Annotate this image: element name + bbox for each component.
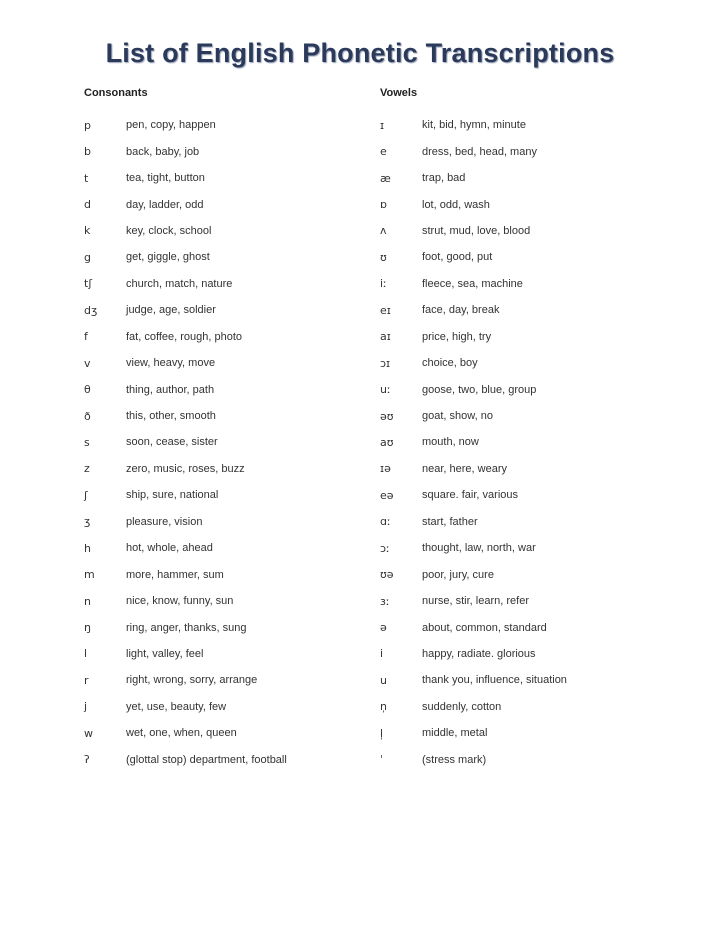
example-words: light, valley, feel — [126, 647, 204, 660]
phonetic-symbol: ɪə — [380, 462, 391, 476]
example-words: goat, show, no — [422, 410, 493, 423]
list-item — [380, 244, 680, 270]
phonetic-symbol: ð — [84, 409, 91, 423]
phonetic-symbol: ɑː — [380, 515, 391, 529]
phonetic-symbol: h — [84, 541, 91, 555]
phonetic-symbol: l̩ — [380, 726, 384, 740]
phonetic-symbol: j — [84, 700, 88, 714]
list-item — [84, 350, 374, 376]
phonetic-symbol: l — [84, 647, 88, 661]
list-item — [84, 429, 374, 455]
phonetic-symbol: aʊ — [380, 435, 394, 449]
vowels-list — [380, 112, 680, 773]
phonetic-symbol: p — [84, 118, 91, 132]
list-item — [380, 429, 680, 455]
phonetic-symbol: dʒ — [84, 303, 98, 317]
phonetic-symbol: ŋ — [84, 621, 91, 635]
list-item — [380, 191, 680, 217]
phonetic-symbol: ə — [380, 621, 387, 635]
phonetic-symbol: k — [84, 224, 91, 238]
list-item — [84, 191, 374, 217]
list-item — [84, 667, 374, 693]
phonetic-symbol: v — [84, 356, 91, 370]
list-item — [84, 535, 374, 561]
page-title: List of English Phonetic Transcriptions — [105, 38, 615, 68]
phonetic-symbol: æ — [380, 171, 391, 185]
list-item — [84, 403, 374, 429]
list-item — [84, 271, 374, 297]
example-words: face, day, break — [422, 304, 500, 317]
example-words: nice, know, funny, sun — [126, 595, 234, 608]
phonetic-symbol: s — [84, 435, 90, 449]
example-words: poor, jury, cure — [422, 568, 494, 581]
example-words: goose, two, blue, group — [422, 383, 537, 396]
phonetic-symbol: uː — [380, 383, 391, 397]
list-item — [380, 509, 680, 535]
consonants-list — [84, 112, 374, 773]
consonants-column — [84, 86, 374, 773]
list-item — [84, 456, 374, 482]
example-words: fat, coffee, rough, photo — [126, 330, 242, 343]
phonetic-symbol: n — [84, 594, 91, 608]
phonetic-symbol: ʔ — [84, 753, 90, 767]
list-item — [84, 244, 374, 270]
list-item — [84, 509, 374, 535]
example-words: trap, bad — [422, 172, 466, 185]
list-item — [380, 720, 680, 746]
example-words: pen, copy, happen — [126, 119, 216, 132]
example-words: strut, mud, love, blood — [422, 224, 531, 237]
phonetic-symbol: ʊə — [380, 568, 394, 582]
list-item — [380, 588, 680, 614]
vowels-column — [380, 86, 680, 773]
list-item — [380, 376, 680, 402]
example-words: thank you, influence, situation — [422, 674, 567, 687]
example-words: kit, bid, hymn, minute — [422, 119, 526, 132]
phonetic-symbol: ʌ — [380, 224, 387, 238]
phonetic-symbol: ɔɪ — [380, 356, 391, 370]
list-item — [84, 112, 374, 138]
example-words: hot, whole, ahead — [126, 542, 213, 555]
list-item — [380, 112, 680, 138]
example-words: fleece, sea, machine — [422, 277, 523, 290]
phonetic-symbol: aɪ — [380, 330, 391, 344]
list-item — [84, 720, 374, 746]
example-words: back, baby, job — [126, 145, 200, 158]
phonetic-symbol: t — [84, 171, 89, 185]
phonetic-symbol: əʊ — [380, 409, 394, 423]
phonetic-symbol: ɜː — [380, 594, 390, 608]
example-words: about, common, standard — [422, 621, 547, 634]
phonetic-symbol: g — [84, 250, 91, 264]
phonetic-symbol: w — [84, 726, 93, 740]
phonetic-symbol: ɔː — [380, 541, 390, 555]
list-item — [380, 482, 680, 508]
phonetic-symbol: r — [84, 673, 89, 687]
example-words: lot, odd, wash — [422, 198, 490, 211]
list-item — [380, 614, 680, 640]
list-item — [380, 218, 680, 244]
phonetic-symbol: f — [84, 330, 88, 344]
list-item — [380, 350, 680, 376]
phonetic-symbol: i — [380, 647, 384, 661]
consonants-heading: Consonants — [84, 87, 148, 99]
list-item — [84, 561, 374, 587]
example-words: soon, cease, sister — [126, 436, 218, 449]
example-words: ring, anger, thanks, sung — [126, 621, 247, 634]
phonetic-symbol: iː — [380, 277, 387, 291]
example-words: dress, bed, head, many — [422, 145, 537, 158]
example-words: square. fair, various — [422, 489, 518, 502]
example-words: wet, one, when, queen — [126, 727, 237, 740]
list-item — [84, 376, 374, 402]
list-item — [84, 138, 374, 164]
example-words: (stress mark) — [422, 753, 487, 766]
example-words: pleasure, vision — [126, 515, 203, 528]
example-words: key, clock, school — [126, 224, 212, 237]
phonetic-symbol: z — [84, 462, 90, 476]
example-words: price, high, try — [422, 330, 492, 343]
example-words: tea, tight, button — [126, 172, 205, 185]
list-item — [380, 747, 680, 773]
list-item — [380, 403, 680, 429]
example-words: ship, sure, national — [126, 489, 219, 502]
phonetic-symbol: tʃ — [84, 277, 93, 291]
example-words: thought, law, north, war — [422, 542, 536, 555]
phonetic-symbol: u — [380, 673, 387, 687]
phonetic-symbol: ʃ — [84, 488, 88, 502]
phonetic-symbol: e — [380, 145, 387, 159]
phonetic-symbol: ʒ — [84, 515, 91, 529]
example-words: right, wrong, sorry, arrange — [126, 674, 258, 687]
list-item — [380, 561, 680, 587]
list-item — [380, 297, 680, 323]
phonetic-symbol: eə — [380, 488, 394, 502]
phonetic-symbol: θ — [84, 383, 91, 397]
example-words: nurse, stir, learn, refer — [422, 595, 529, 608]
phonetic-symbol: m — [84, 568, 95, 582]
list-item — [84, 747, 374, 773]
phonetic-symbol: d — [84, 198, 91, 212]
example-words: judge, age, soldier — [126, 304, 216, 317]
phonetic-symbol: n̩ — [380, 700, 387, 714]
list-item — [380, 456, 680, 482]
example-words: middle, metal — [422, 727, 488, 740]
example-words: happy, radiate. glorious — [422, 647, 536, 660]
list-item — [380, 694, 680, 720]
example-words: suddenly, cotton — [422, 700, 502, 713]
example-words: zero, music, roses, buzz — [126, 462, 245, 475]
example-words: near, here, weary — [422, 462, 507, 475]
list-item — [380, 324, 680, 350]
phonetic-symbol: ˈ — [380, 753, 384, 767]
example-words: day, ladder, odd — [126, 198, 204, 211]
vowels-heading: Vowels — [380, 87, 418, 99]
phonetic-symbol: b — [84, 145, 91, 159]
phonetic-symbol: ɒ — [380, 198, 387, 212]
example-words: start, father — [422, 515, 478, 528]
phonetic-symbol: eɪ — [380, 303, 391, 317]
example-words: view, heavy, move — [126, 357, 216, 370]
list-item — [84, 324, 374, 350]
list-item — [380, 271, 680, 297]
example-words: this, other, smooth — [126, 410, 216, 423]
example-words: get, giggle, ghost — [126, 251, 210, 264]
list-item — [84, 694, 374, 720]
example-words: church, match, nature — [126, 277, 233, 290]
list-item — [380, 667, 680, 693]
list-item — [380, 138, 680, 164]
list-item — [84, 165, 374, 191]
list-item — [84, 482, 374, 508]
list-item — [84, 641, 374, 667]
phonetic-symbol: ʊ — [380, 250, 387, 264]
phonetic-symbol: ɪ — [380, 118, 385, 132]
list-item — [84, 614, 374, 640]
example-words: (glottal stop) department, football — [126, 753, 287, 766]
list-item — [380, 535, 680, 561]
list-item — [84, 588, 374, 614]
list-item — [380, 641, 680, 667]
example-words: mouth, now — [422, 436, 479, 449]
example-words: yet, use, beauty, few — [126, 700, 227, 713]
example-words: choice, boy — [422, 357, 478, 370]
list-item — [380, 165, 680, 191]
list-item — [84, 297, 374, 323]
list-item — [84, 218, 374, 244]
example-words: thing, author, path — [126, 383, 215, 396]
example-words: foot, good, put — [422, 251, 493, 264]
example-words: more, hammer, sum — [126, 568, 224, 581]
